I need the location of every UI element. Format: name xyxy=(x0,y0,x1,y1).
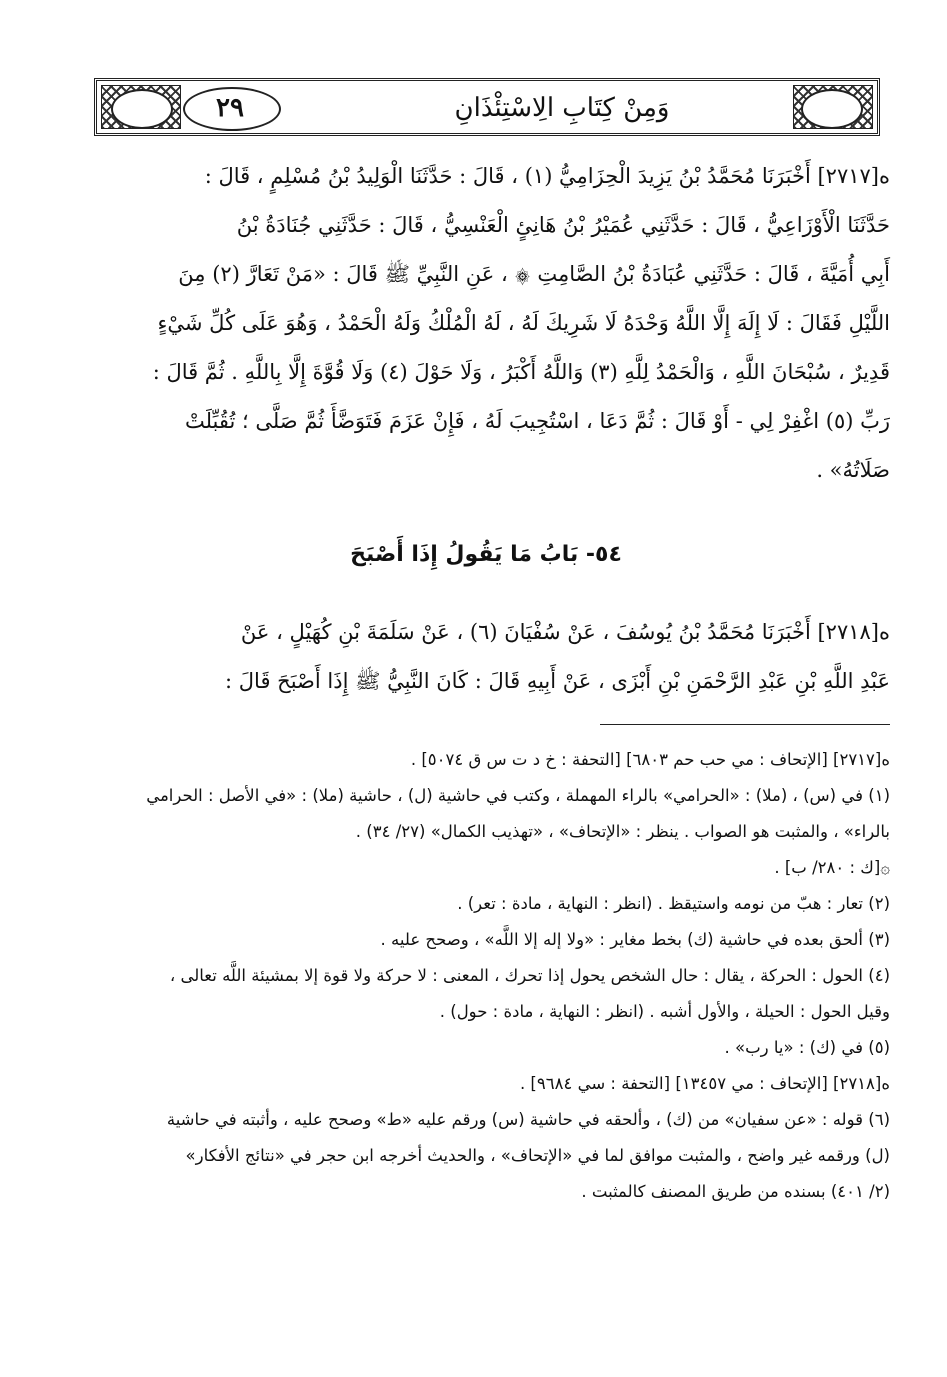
footnote-line: (ل) ورقمه غير واضح ، والمثبت موافق لما في «الإتحاف» ، والحديث أخرجه ابن حجر في «نتائج الأفكار» xyxy=(185,1146,890,1165)
footnote-line: (١) في (س) ، (ملا) : «الحرامي» بالراء المهملة ، وكتب في حاشية (ل) ، حاشية (ملا) : «في الأصل : الحرامي xyxy=(146,786,890,805)
book-seal-logo xyxy=(801,89,863,129)
running-title: وَمِنْ كِتَابِ الِاسْتِئْذَانِ xyxy=(454,93,670,123)
footnotes xyxy=(82,742,890,1210)
footnote-line: بالراء» ، والمثبت هو الصواب . ينظر : «الإتحاف» ، «تهذيب الكمال» (٢٧/ ٣٤) . xyxy=(355,822,890,841)
text-line: ه[٢٧١٨] أَخْبَرَنَا مُحَمَّدُ بْنُ يُوسُفَ ، عَنْ سُفْيَانَ (٦) ، عَنْ سَلَمَةَ بْنِ كُهَيْلٍ ، عَنْ xyxy=(240,620,890,644)
footnote-line: (٤) الحول : الحركة ، يقال : حال الشخص يحول إذا تحرك ، المعنى : لا حركة ولا قوة إلا بمشيئة اللَّه تعالى ، xyxy=(169,966,890,985)
footnote-divider xyxy=(600,724,890,725)
footnote-line: (٢/ ٤٠١) بسنده من طريق المصنف كالمثبت . xyxy=(581,1182,890,1201)
text-line: اللَّيْلِ فَقَالَ : لَا إِلَهَ إِلَّا اللَّهُ وَحْدَهُ لَا شَرِيكَ لَهُ ، لَهُ الْمُلْكُ وَلَهُ الْحَمْدُ ، وَهُوَ عَلَى كُلِّ شَيْءٍ xyxy=(157,311,890,335)
footnote-line: ه[٢٧١٧] [الإتحاف : مي حب حم ٦٨٠٣] [التحفة : خ د ت س ق ٥٠٧٤] . xyxy=(410,750,890,769)
chapter-heading: ٥٤- بَابُ مَا يَقُولُ إِذَا أَصْبَحَ xyxy=(350,542,622,567)
text-line: ه[٢٧١٧] أَخْبَرَنَا مُحَمَّدُ بْنُ يَزِيدَ الْحِزَامِيُّ (١) ، قَالَ : حَدَّثَنَا الْوَلِيدُ بْنُ مُسْلِمٍ ، قَالَ : xyxy=(204,164,890,188)
footnote-line: ه[٢٧١٨] [الإتحاف : مي ١٣٤٥٧] [التحفة : سي ٩٦٨٤] . xyxy=(519,1074,890,1093)
hadith-2717 xyxy=(82,152,890,495)
text-line: أَبِي أُمَيَّةَ ، قَالَ : حَدَّثَنِي عُبَادَةُ بْنُ الصَّامِتِ ۞ ، عَنِ النَّبِيِّ ﷺ قَالَ : «مَنْ تَعَارَّ (٢) مِنَ xyxy=(178,262,890,286)
hadith-2718 xyxy=(82,608,890,706)
text-line: رَبِّ (٥) اغْفِرْ لِي - أَوْ قَالَ : ثُمَّ دَعَا ، اسْتُجِيبَ لَهُ ، فَإِنْ عَزَمَ فَتَوَضَّأَ ثُمَّ صَلَّى ؛ تُقُبِّلَتْ xyxy=(184,409,890,433)
book-seal-logo xyxy=(111,89,173,129)
text-line: قَدِيرٌ ، سُبْحَانَ اللَّهِ ، وَالْحَمْدُ لِلَّهِ (٣) وَاللَّهُ أَكْبَرُ ، وَلَا حَوْلَ (٤) وَلَا قُوَّةَ إِلَّا بِاللَّهِ . ثُمَّ قَالَ : xyxy=(152,360,890,384)
page-header xyxy=(94,78,880,136)
page-number: ٢٩ xyxy=(216,93,244,123)
text-line: حَدَّثَنَا الْأَوْزَاعِيُّ ، قَالَ : حَدَّثَنِي عُمَيْرُ بْنُ هَانِئٍ الْعَنْسِيُّ ، قَالَ : حَدَّثَنِي جُنَادَةُ بْنُ xyxy=(236,213,890,237)
footnote-line: ۞[ك : ٢٨٠/ ب] . xyxy=(774,858,890,877)
text-line: صَلَاتُهُ» . xyxy=(816,458,890,482)
footnote-line: (٦) قوله : «عن سفيان» من (ك) ، وألحقه في حاشية (س) ورقم عليه «ط» وصحح عليه ، وأثبته في حاشية xyxy=(166,1110,890,1129)
footnote-line: (٥) في (ك) : «يا رب» . xyxy=(724,1038,890,1057)
text-line: عَبْدِ اللَّهِ بْنِ عَبْدِ الرَّحْمَنِ بْنِ أَبْزَى ، عَنْ أَبِيهِ قَالَ : كَانَ النَّبِيُّ ﷺ إِذَا أَصْبَحَ قَالَ : xyxy=(225,669,890,693)
footnote-line: وقيل الحول : الحيلة ، والأول أشبه . (انظر : النهاية ، مادة : حول) . xyxy=(439,1002,890,1021)
footnote-line: (٢) تعار : هبّ من نومه واستيقظ . (انظر : النهاية ، مادة : تعر) . xyxy=(457,894,890,913)
footnote-line: (٣) ألحق بعده في حاشية (ك) بخط مغاير : «ولا إله إلا اللَّه» ، وصحح عليه . xyxy=(380,930,890,949)
